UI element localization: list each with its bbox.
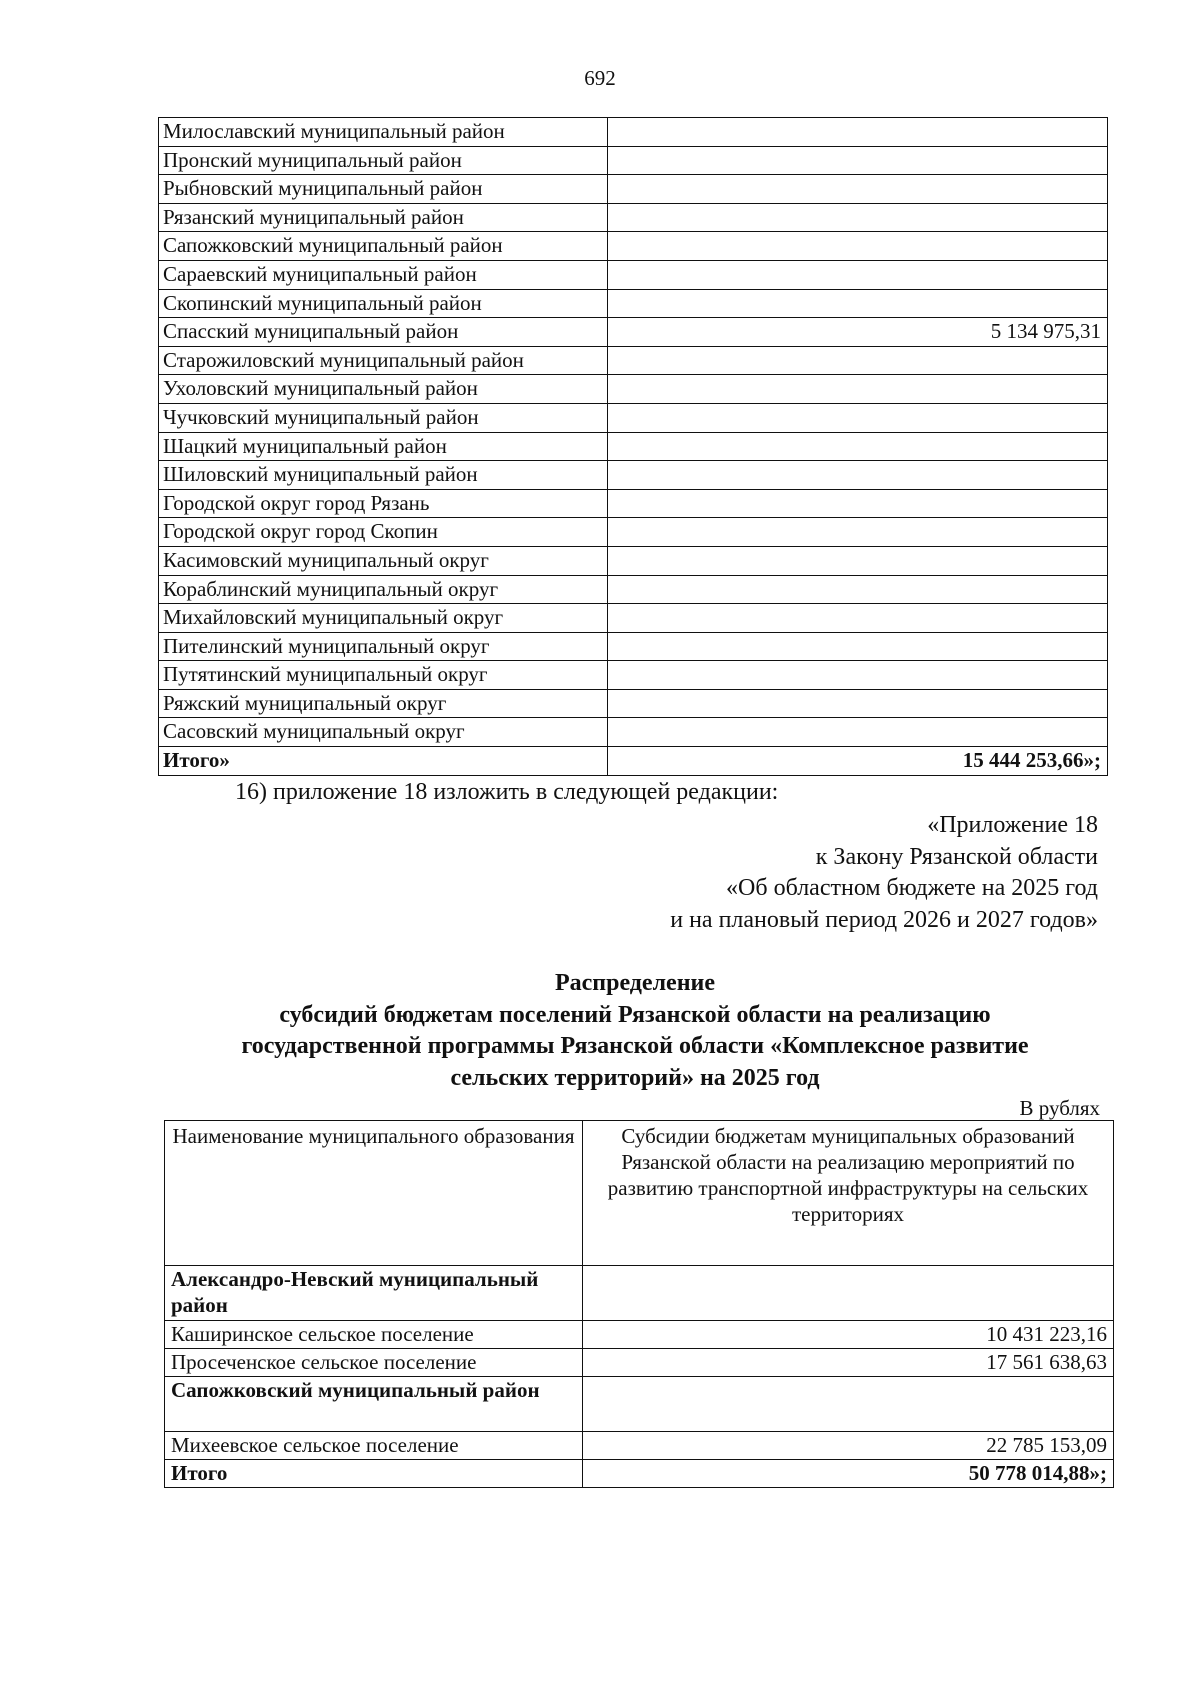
- district-value: [608, 289, 1108, 318]
- table-row: [159, 289, 1108, 318]
- district-value: [608, 403, 1108, 432]
- district-value: [608, 632, 1108, 661]
- page-number: 692: [584, 66, 616, 90]
- total-value: 50 778 014,88»;: [583, 1460, 1114, 1488]
- district-name: Ухоловский муниципальный район: [159, 375, 608, 404]
- district-value: [608, 203, 1108, 232]
- total-row: [165, 1460, 1114, 1488]
- header-col-subsidy: Субсидии бюджетам муниципальных образований Рязанской области на реализацию мероприятий по развитию транспортной инфраструктуры на сельских территориях: [583, 1121, 1114, 1266]
- table-row: [159, 346, 1108, 375]
- table-row: [159, 461, 1108, 490]
- table-row: [159, 118, 1108, 147]
- district-name: Старожиловский муниципальный район: [159, 346, 608, 375]
- table-row: [159, 604, 1108, 633]
- table-row: [165, 1321, 1114, 1349]
- district-value: [608, 546, 1108, 575]
- table-row: [159, 489, 1108, 518]
- group-row: [165, 1266, 1114, 1321]
- table-row: [159, 175, 1108, 204]
- heading-line: субсидий бюджетам поселений Рязанской области на реализацию: [279, 1001, 991, 1028]
- settlement-value: 17 561 638,63: [583, 1349, 1114, 1377]
- table-row: [159, 689, 1108, 718]
- district-name: Городской округ город Рязань: [159, 489, 608, 518]
- district-name: Городской округ город Скопин: [159, 518, 608, 547]
- district-value: [608, 175, 1108, 204]
- district-value: [608, 718, 1108, 747]
- header-col-name: Наименование муниципального образования: [165, 1121, 583, 1266]
- district-name: Пронский муниципальный район: [159, 146, 608, 175]
- settlement-name: Михеевское сельское поселение: [165, 1432, 583, 1460]
- heading-line: Распределение: [554, 970, 716, 996]
- table-row: [159, 661, 1108, 690]
- table-row: [159, 546, 1108, 575]
- total-row: [159, 747, 1108, 776]
- appendix-line: «Приложение 18: [927, 812, 1098, 838]
- table-row: [159, 232, 1108, 261]
- district-value: [608, 518, 1108, 547]
- table-row: [159, 575, 1108, 604]
- district-value: [608, 575, 1108, 604]
- settlement-name: Каширинское сельское поселение: [165, 1321, 583, 1349]
- district-value: [608, 489, 1108, 518]
- table-row: [159, 432, 1108, 461]
- document-heading: [110, 968, 1160, 1094]
- district-name: Сараевский муниципальный район: [159, 260, 608, 289]
- total-value: 15 444 253,66»;: [608, 747, 1108, 776]
- district-name: Спасский муниципальный район: [159, 318, 608, 347]
- table-row: [159, 203, 1108, 232]
- table-row: [159, 518, 1108, 547]
- subsidies-table: [164, 1120, 1114, 1488]
- appendix-line: «Об областном бюджете на 2025 год: [726, 875, 1098, 901]
- district-name: Скопинский муниципальный район: [159, 289, 608, 318]
- district-name: Милославский муниципальный район: [159, 118, 608, 147]
- district-value: [608, 661, 1108, 690]
- settlement-value: 22 785 153,09: [583, 1432, 1114, 1460]
- table-row: [159, 318, 1108, 347]
- appendix-reference: [670, 810, 1098, 936]
- district-name: Рязанский муниципальный район: [159, 203, 608, 232]
- heading-line: государственной программы Рязанской области «Комплексное развитие: [241, 1033, 1029, 1059]
- district-name: Путятинский муниципальный округ: [159, 661, 608, 690]
- district-value: [608, 375, 1108, 404]
- appendix-line: и на плановый период 2026 и 2027 годов»: [670, 906, 1098, 933]
- district-value: [608, 432, 1108, 461]
- table-row: [165, 1349, 1114, 1377]
- district-value: [608, 118, 1108, 147]
- district-value: 5 134 975,31: [608, 318, 1108, 347]
- table-row: [159, 403, 1108, 432]
- table-row: [159, 260, 1108, 289]
- group-row: [165, 1377, 1114, 1432]
- table-row: [165, 1432, 1114, 1460]
- district-name: Пителинский муниципальный округ: [159, 632, 608, 661]
- district-name: Михайловский муниципальный округ: [159, 604, 608, 633]
- districts-table: [158, 117, 1108, 776]
- group-value-empty: [583, 1266, 1114, 1321]
- district-value: [608, 146, 1108, 175]
- district-value: [608, 461, 1108, 490]
- district-name: Чучковский муниципальный район: [159, 403, 608, 432]
- district-name: Шацкий муниципальный район: [159, 432, 608, 461]
- table-row: [159, 632, 1108, 661]
- district-name: Сасовский муниципальный округ: [159, 718, 608, 747]
- group-label: Сапожковский муниципальный район: [165, 1377, 583, 1432]
- district-name: Ряжский муниципальный округ: [159, 689, 608, 718]
- settlement-name: Просеченское сельское поселение: [165, 1349, 583, 1377]
- district-value: [608, 232, 1108, 261]
- district-value: [608, 260, 1108, 289]
- table-row: [159, 718, 1108, 747]
- district-value: [608, 689, 1108, 718]
- heading-line: сельских территорий» на 2025 год: [450, 1064, 820, 1091]
- settlement-value: 10 431 223,16: [583, 1321, 1114, 1349]
- district-name: Кораблинский муниципальный округ: [159, 575, 608, 604]
- total-label: Итого»: [159, 747, 608, 776]
- district-value: [608, 604, 1108, 633]
- table-row: [159, 375, 1108, 404]
- table-row: [159, 146, 1108, 175]
- district-name: Сапожковский муниципальный район: [159, 232, 608, 261]
- table-header-row: [165, 1121, 1114, 1266]
- appendix-line: к Закону Рязанской области: [815, 843, 1098, 870]
- units-label: В рублях: [1019, 1096, 1100, 1120]
- district-name: Касимовский муниципальный округ: [159, 546, 608, 575]
- amendment-point: 16) приложение 18 изложить в следующей редакции:: [235, 779, 779, 805]
- district-name: Рыбновский муниципальный район: [159, 175, 608, 204]
- group-label: Александро-Невский муниципальный район: [165, 1266, 583, 1321]
- district-name: Шиловский муниципальный район: [159, 461, 608, 490]
- group-value-empty: [583, 1377, 1114, 1432]
- total-label: Итого: [165, 1460, 583, 1488]
- district-value: [608, 346, 1108, 375]
